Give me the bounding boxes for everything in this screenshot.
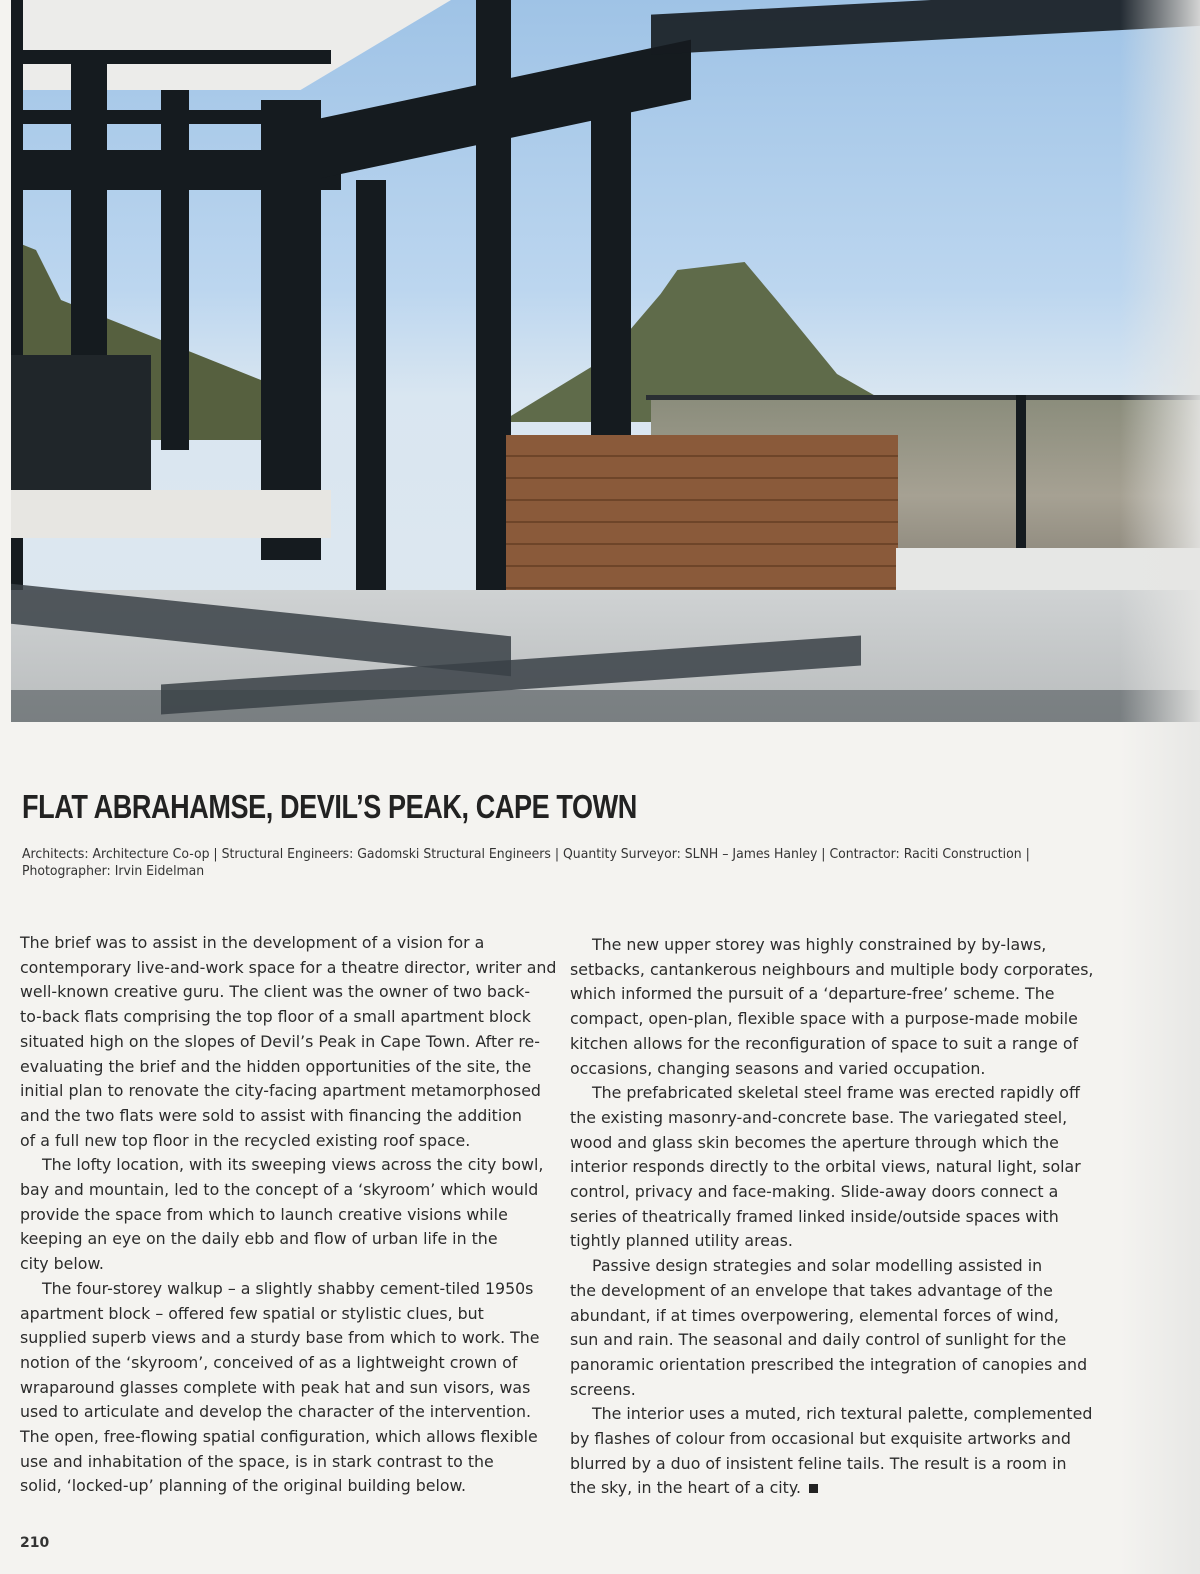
- text-line: sun and rain. The seasonal and daily control of sunlight for the: [570, 1330, 1067, 1350]
- text-line: bay and mountain, led to the concept of a ‘skyroom’ which would: [20, 1180, 539, 1200]
- text-line: which informed the pursuit of a ‘departure-free’ scheme. The: [570, 984, 1055, 1004]
- photo-tv: [11, 355, 151, 490]
- page-gutter-shade: [1120, 0, 1200, 1574]
- photo-frame: [356, 180, 386, 600]
- text-line: the development of an envelope that takes advantage of the: [570, 1280, 1053, 1300]
- photo-balustrade-post: [1016, 395, 1026, 565]
- text-line: wraparound glasses complete with peak hat and sun visors, was: [20, 1377, 531, 1397]
- text-line: The lofty location, with its sweeping views across the city bowl,: [42, 1155, 544, 1175]
- photo-balustrade: [646, 395, 1200, 400]
- text-line: The four-storey walkup – a slightly shabby cement-tiled 1950s: [42, 1278, 534, 1298]
- text-line: occasions, changing seasons and varied occupation.: [570, 1058, 986, 1078]
- photo-frame: [651, 0, 1200, 55]
- text-line: situated high on the slopes of Devil’s Peak in Cape Town. After re-: [20, 1031, 540, 1051]
- text-line: use and inhabitation of the space, is in stark contrast to the: [20, 1451, 494, 1471]
- text-line: keeping an eye on the daily ebb and flow of urban life in the: [20, 1229, 498, 1249]
- text-line: notion of the ‘skyroom’, conceived of as a lightweight crown of: [20, 1352, 518, 1372]
- photo-bench: [11, 490, 331, 538]
- text-line: solid, ‘locked-up’ planning of the original building below.: [20, 1476, 467, 1496]
- text-line: control, privacy and face-making. Slide-away doors connect a: [570, 1182, 1059, 1202]
- text-line: abundant, if at times overpowering, elemental forces of wind,: [570, 1305, 1059, 1325]
- credits-line: Architects: Architecture Co-op | Structural Engineers: Gadomski Structural Engineers | Quantity Surveyor: SLNH – James Hanley | Contractor: Raciti Construction |: [22, 847, 1030, 862]
- text-line: of a full new top floor in the recycled existing roof space.: [20, 1130, 471, 1150]
- paragraph: [570, 933, 1093, 1081]
- text-line: The open, free-flowing spatial configuration, which allows flexible: [20, 1427, 538, 1447]
- end-mark-icon: [809, 1484, 818, 1493]
- text-line: contemporary live-and-work space for a theatre director, writer and: [20, 957, 557, 977]
- paragraph: [570, 1081, 1093, 1254]
- article-credits: [22, 846, 1030, 880]
- text-line: city below.: [20, 1254, 104, 1274]
- text-line: by flashes of colour from occasional but exquisite artworks and: [570, 1429, 1071, 1449]
- photo-frame: [161, 90, 189, 450]
- text-line: the existing masonry-and-concrete base. The variegated steel,: [570, 1107, 1068, 1127]
- text-line: interior responds directly to the orbital views, natural light, solar: [570, 1157, 1081, 1177]
- body-column-2: [570, 933, 1093, 1501]
- text-line: provide the space from which to launch creative visions while: [20, 1204, 508, 1224]
- text-line: wood and glass skin becomes the aperture through which the: [570, 1132, 1059, 1152]
- paragraph: [20, 1277, 556, 1499]
- article-title: FLAT ABRAHAMSE, DEVIL’S PEAK, CAPE TOWN: [22, 788, 637, 825]
- text-line: and the two flats were sold to assist with financing the addition: [20, 1105, 522, 1125]
- text-line: supplied superb views and a sturdy base from which to work. The: [20, 1328, 540, 1348]
- text-line: well-known creative guru. The client was the owner of two back-: [20, 982, 531, 1002]
- text-line: The prefabricated skeletal steel frame was erected rapidly off: [592, 1083, 1080, 1103]
- text-line: the sky, in the heart of a city.: [570, 1476, 1093, 1501]
- text-line: used to articulate and develop the character of the intervention.: [20, 1402, 531, 1422]
- text-line: The brief was to assist in the development of a vision for a: [20, 933, 485, 952]
- paragraph: [20, 1153, 556, 1277]
- text-line: series of theatrically framed linked inside/outside spaces with: [570, 1206, 1059, 1226]
- hero-photo-skyroom-interior: [11, 0, 1200, 722]
- page-number: 210: [20, 1535, 50, 1551]
- photo-shadow: [11, 690, 1200, 722]
- body-column-1: [20, 931, 556, 1499]
- text-line: Passive design strategies and solar modelling assisted in: [592, 1256, 1043, 1276]
- text-line: apartment block – offered few spatial or stylistic clues, but: [20, 1303, 484, 1323]
- text-line: panoramic orientation prescribed the integration of canopies and: [570, 1354, 1088, 1374]
- text-line: setbacks, cantankerous neighbours and multiple body corporates,: [570, 959, 1094, 979]
- text-line: blurred by a duo of insistent feline tails. The result is a room in: [570, 1453, 1067, 1473]
- photo-frame: [11, 50, 331, 64]
- text-line: tightly planned utility areas.: [570, 1231, 793, 1251]
- text-line: to-back flats comprising the top floor of a small apartment block: [20, 1007, 531, 1027]
- text-line: screens.: [570, 1379, 636, 1399]
- text-line: The interior uses a muted, rich textural palette, complemented: [592, 1404, 1093, 1424]
- photo-timber-screen: [506, 435, 898, 605]
- text-line: initial plan to renovate the city-facing apartment metamorphosed: [20, 1081, 541, 1101]
- credits-line: Photographer: Irvin Eidelman: [22, 864, 205, 879]
- text-line: kitchen allows for the reconfiguration of space to suit a range of: [570, 1033, 1079, 1053]
- text-line: evaluating the brief and the hidden opportunities of the site, the: [20, 1056, 532, 1076]
- text-line: The new upper storey was highly constrained by by-laws,: [592, 935, 1047, 954]
- paragraph: [570, 1402, 1093, 1501]
- paragraph: [20, 931, 556, 1153]
- text-line: compact, open-plan, flexible space with a purpose-made mobile: [570, 1009, 1078, 1029]
- paragraph: [570, 1254, 1093, 1402]
